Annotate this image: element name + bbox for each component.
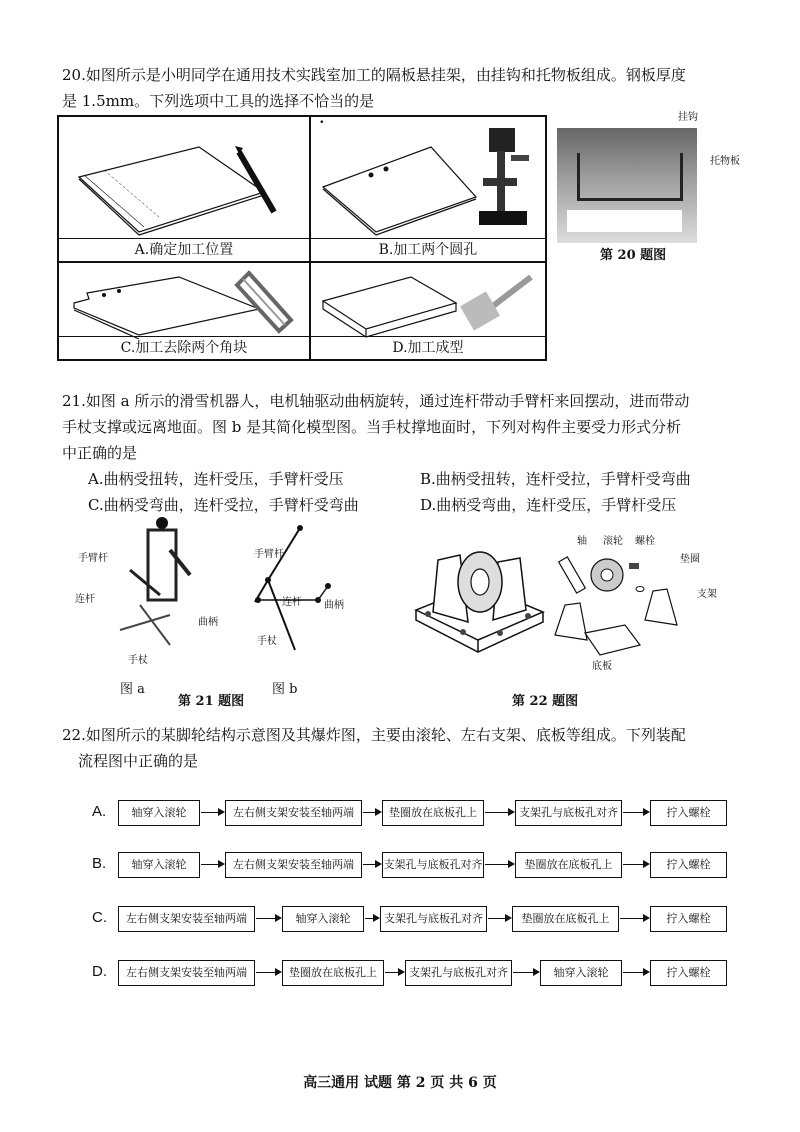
flowchart-step: 垫圈放在底板孔上: [515, 852, 622, 878]
q20-option-b: [310, 116, 546, 262]
flowchart-step: 支架孔与底板孔对齐: [515, 800, 622, 826]
fig-b-label-arm: 手臂杆: [254, 549, 284, 560]
q21-option-d: D.曲柄受弯曲，连杆受压，手臂杆受压: [420, 496, 677, 514]
flowchart-step: 拧入螺栓: [650, 960, 727, 986]
hacksaw-icon: [229, 265, 299, 340]
q22-stem-line1: 22.如图所示的某脚轮结构示意图及其爆炸图，主要由滚轮、左右支架、底板等组成。下列装配: [62, 726, 686, 744]
q21-figure-caption: 第 21 题图: [178, 694, 245, 709]
q20-option-a: [58, 116, 310, 262]
flowchart-step: 左右侧支架安装至轴两端: [118, 960, 255, 986]
q20-stem-line1: 20.如图所示是小明同学在通用技术实践室加工的隔板悬挂架，由挂钩和托物板组成。钢板厚度: [62, 66, 686, 84]
fig-a-caption: 图 a: [120, 682, 145, 697]
flowchart-arrow: [385, 972, 403, 973]
flowchart-arrow: [623, 972, 648, 973]
simplified-model-figure: [240, 520, 340, 660]
flowchart-arrow: [488, 918, 510, 919]
flowchart-step: 垫圈放在底板孔上: [512, 906, 619, 932]
q20-stem-line2: [62, 88, 374, 114]
q21-option-a: A.曲柄受扭转，连杆受压，手臂杆受压: [88, 470, 344, 488]
q20-option-c: [58, 262, 310, 360]
flowchart-option-label: B.: [92, 855, 107, 872]
q20-photo: [557, 128, 697, 243]
page-footer: 高三通用 试题 第 2 页 共 6 页: [303, 1075, 497, 1091]
q20-stem-pre: 是 1.5mm。下列选项中工具的选择: [62, 92, 300, 110]
q21-stem-line1: 21.如图 a 所示的滑雪机器人，电机轴驱动曲柄旋转，通过连杆带动手臂杆来回摆动，进而带动: [62, 392, 690, 410]
q20-stem-post: 的是: [344, 92, 375, 110]
q22-label-washer: 垫圈: [680, 554, 700, 565]
flowchart-arrow: [623, 864, 648, 865]
fig-b-label-stick: 手杖: [257, 636, 277, 647]
q20-figure-caption: 第 20 题图: [600, 248, 667, 263]
flowchart-option-label: A.: [92, 803, 107, 820]
q21-option-c: C.曲柄受弯曲，连杆受拉，手臂杆受弯曲: [88, 496, 359, 514]
flowchart-step: 支架孔与底板孔对齐: [382, 852, 484, 878]
flowchart-arrow: [485, 864, 513, 865]
fig-b-caption: 图 b: [272, 682, 298, 697]
flowchart-step: 轴穿入滚轮: [282, 906, 364, 932]
q20-option-a-caption: A.确定加工位置: [59, 238, 309, 261]
fig-a-label-stick: 手杖: [128, 655, 148, 666]
flowchart-row: [0, 800, 800, 828]
q22-label-shaft: 轴: [577, 536, 587, 547]
q21-stem-line3: 中正确的是: [62, 444, 138, 462]
flowchart-step: 支架孔与底板孔对齐: [380, 906, 487, 932]
q20-option-b-caption: B.加工两个圆孔: [311, 238, 545, 261]
fig-a-label-crank: 曲柄: [198, 617, 218, 628]
q22-label-roller: 滚轮: [603, 536, 623, 547]
fig-b-label-link: 连杆: [282, 597, 302, 608]
flowchart-arrow: [256, 918, 280, 919]
flowchart-step: 左右侧支架安装至轴两端: [225, 852, 362, 878]
flowchart-option-label: D.: [92, 963, 107, 980]
pencil-icon: [229, 142, 289, 222]
tray-figure: [311, 263, 461, 339]
flowchart-step: 垫圈放在底板孔上: [282, 960, 384, 986]
q22-label-base: 底板: [592, 661, 612, 672]
q20-option-d: [310, 262, 546, 360]
flowchart-step: 垫圈放在底板孔上: [382, 800, 484, 826]
q22-figure-caption: 第 22 题图: [512, 694, 579, 709]
q20-options-grid: [57, 115, 547, 361]
flowchart-arrow: [485, 812, 513, 813]
flowchart-option-label: C.: [92, 909, 107, 926]
flowchart-arrow: [623, 812, 648, 813]
flowchart-step: 左右侧支架安装至轴两端: [118, 906, 255, 932]
fig-a-label-link: 连杆: [75, 594, 95, 605]
q20-label-plate: 托物板: [710, 156, 740, 167]
q21-option-b: B.曲柄受扭转，连杆受拉，手臂杆受弯曲: [420, 470, 691, 488]
q20-label-hook: 挂钩: [678, 112, 698, 123]
flowchart-arrow: [365, 918, 378, 919]
flowchart-row: [0, 960, 800, 988]
flowchart-step: 拧入螺栓: [650, 800, 727, 826]
mallet-icon: [459, 269, 539, 339]
flowchart-row: [0, 906, 800, 934]
flowchart-step: 支架孔与底板孔对齐: [405, 960, 512, 986]
fig-a-label-arm: 手臂杆: [78, 553, 108, 564]
flowchart-arrow: [201, 864, 223, 865]
q20-emphasis: 不恰当: [299, 92, 345, 110]
fig-b-label-crank: 曲柄: [324, 600, 344, 611]
q20-option-d-caption: D.加工成型: [311, 336, 545, 359]
flowchart-arrow: [620, 918, 648, 919]
q22-label-bolt: 螺栓: [635, 536, 655, 547]
flowchart-step: 轴穿入滚轮: [118, 852, 200, 878]
flowchart-arrow: [363, 812, 380, 813]
q21-stem-line2: 手杖支撑或远离地面。图 b 是其简化模型图。当手杖撑地面时，下列对构件主要受力形式分析: [62, 418, 682, 436]
flowchart-step: 轴穿入滚轮: [118, 800, 200, 826]
ski-robot-figure: [110, 515, 220, 655]
q22-stem-line2: 流程图中正确的是: [78, 752, 199, 770]
flowchart-arrow: [256, 972, 280, 973]
flowchart-step: 拧入螺栓: [650, 852, 727, 878]
flowchart-arrow: [363, 864, 380, 865]
flowchart-step: 拧入螺栓: [650, 906, 727, 932]
drill-press-icon: [469, 123, 539, 233]
flowchart-arrow: [201, 812, 223, 813]
q20-option-c-caption: C.加工去除两个角块: [59, 336, 309, 359]
plate-holes-figure: [311, 117, 481, 237]
flowchart-arrow: [513, 972, 538, 973]
q22-label-bracket: 支架: [697, 589, 717, 600]
flowchart-step: 左右侧支架安装至轴两端: [225, 800, 362, 826]
flowchart-step: 轴穿入滚轮: [540, 960, 622, 986]
caster-assembly-figure: [408, 540, 548, 670]
flowchart-row: [0, 852, 800, 880]
